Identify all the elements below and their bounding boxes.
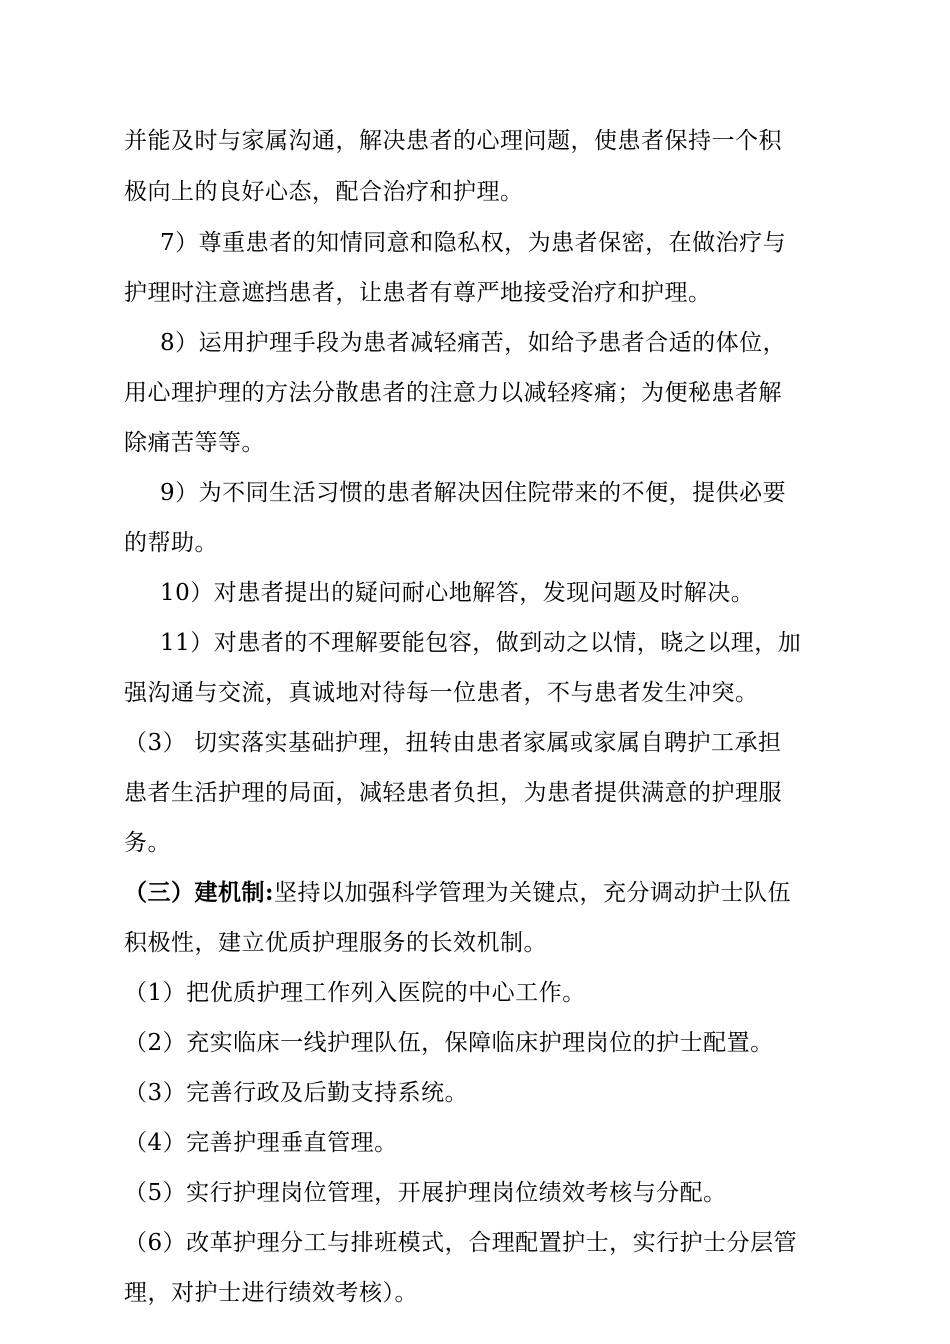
- list-item: （2）充实临床一线护理队伍，保障临床护理岗位的护士配置。: [124, 1030, 774, 1056]
- section-heading-line: [124, 878, 844, 908]
- text-line: 7）尊重患者的知情同意和隐私权，为患者保密，在做治疗与: [160, 230, 787, 256]
- text-line: 护理时注意遮挡患者，让患者有尊严地接受治疗和护理。: [124, 280, 712, 306]
- text-line: 9）为不同生活习惯的患者解决因住院带来的不便，提供必要: [160, 480, 787, 506]
- text-line: （3） 切实落实基础护理，扭转由患者家属或家属自聘护工承担: [124, 730, 782, 756]
- list-item: （3）完善行政及后勤支持系统。: [124, 1080, 469, 1106]
- text-line: 患者生活护理的局面，减轻患者负担，为患者提供满意的护理服: [124, 780, 782, 806]
- text-line: 11）对患者的不理解要能包容，做到动之以情，晓之以理，加: [160, 630, 802, 656]
- text-line: 强沟通与交流，真诚地对待每一位患者，不与患者发生冲突。: [124, 680, 759, 706]
- text-line: 8）运用护理手段为患者减轻痛苦，如给予患者合适的体位，: [160, 330, 787, 356]
- text-line: 用心理护理的方法分散患者的注意力以减轻疼痛；为便秘患者解: [124, 380, 782, 406]
- text-line: 10）对患者提出的疑问耐心地解答，发现问题及时解决。: [160, 580, 755, 606]
- list-item: （6）改革护理分工与排班模式，合理配置护士，实行护士分层管: [124, 1230, 798, 1256]
- section-heading-label: （三）建机制:: [124, 879, 274, 906]
- list-item: （1）把优质护理工作列入医院的中心工作。: [124, 980, 586, 1006]
- text-line: 积极性，建立优质护理服务的长效机制。: [124, 930, 547, 956]
- text-line: 除痛苦等等。: [124, 430, 265, 456]
- section-heading-text: 坚持以加强科学管理为关键点，充分调动护士队伍: [274, 880, 791, 906]
- text-line: 极向上的良好心态，配合治疗和护理。: [124, 179, 524, 205]
- text-line: 并能及时与家属沟通，解决患者的心理问题，使患者保持一个积: [124, 128, 782, 154]
- list-item: （4）完善护理垂直管理。: [124, 1130, 398, 1156]
- text-line: 的帮助。: [124, 530, 218, 556]
- text-line: 务。: [124, 830, 171, 856]
- text-line: 理，对护士进行绩效考核）。: [124, 1280, 418, 1306]
- list-item: （5）实行护理岗位管理，开展护理岗位绩效考核与分配。: [124, 1180, 727, 1206]
